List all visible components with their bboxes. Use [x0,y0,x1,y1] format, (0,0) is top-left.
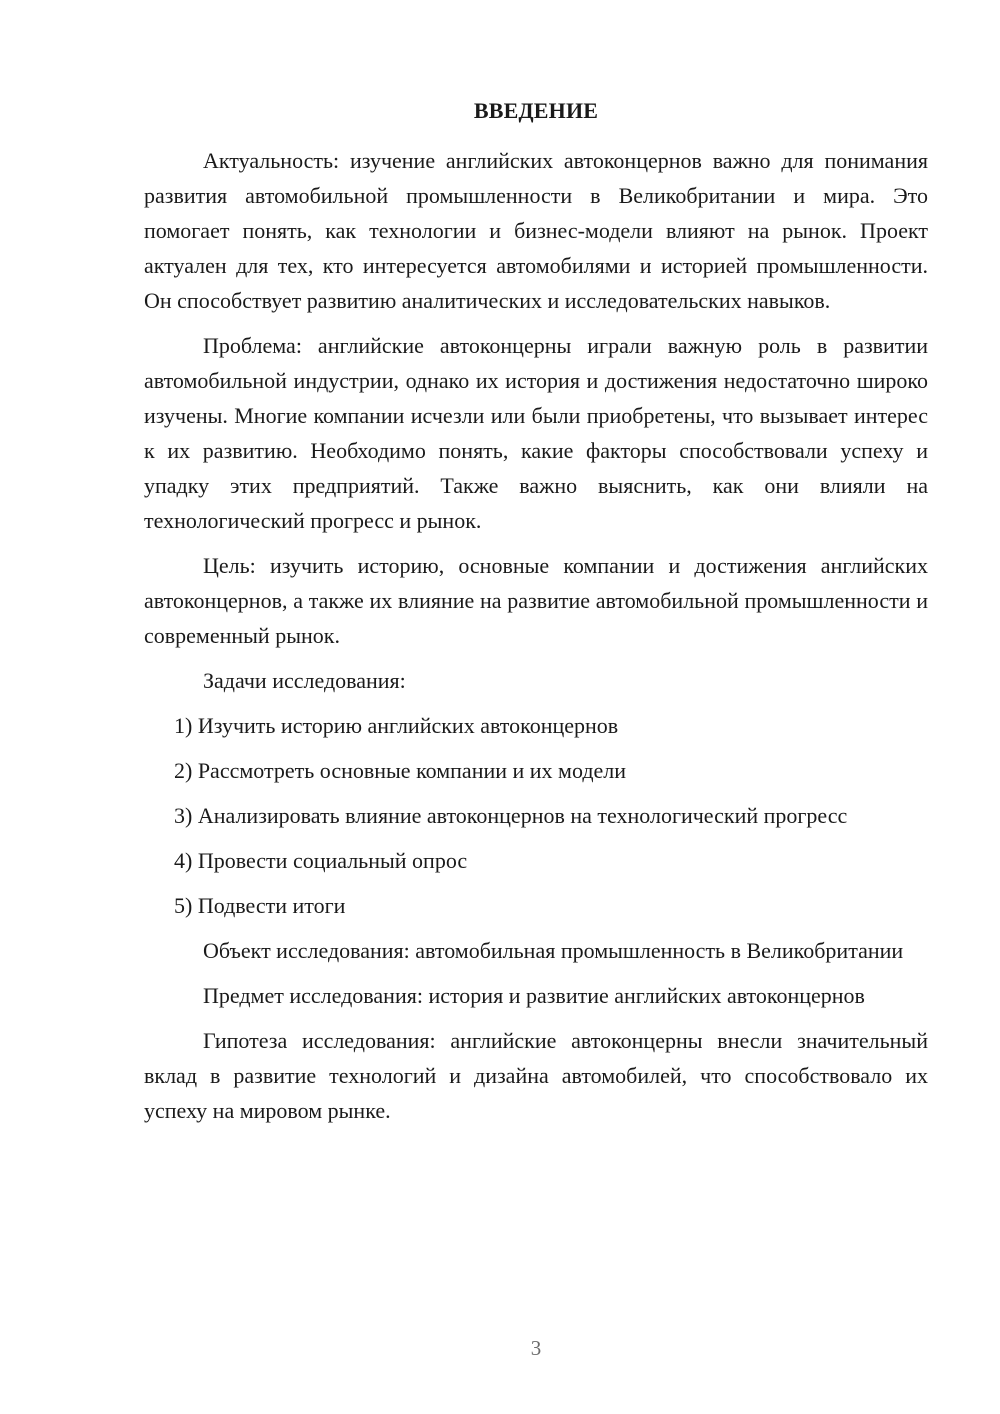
tasks-intro: Задачи исследования: [203,668,406,693]
hypothesis-paragraph: Гипотеза исследования: английские автоконцерны внесли значительный вклад в развитие технологий и дизайна автомобилей, что способствовало их успеху на мировом рынке. [144,1028,928,1123]
problem-paragraph: Проблема: английские автоконцерны играли важную роль в развитии автомобильной индустрии, однако их история и достижения недостаточно широко изучены. Многие компании исчезли или были приобретены, что вызывает интерес к их развитию. Необходимо понять, какие факторы способствовали успеху и упадку этих предприятий. Также важно выяснить, как они влияли на технологический прогресс и рынок. [144,333,928,533]
relevance-paragraph: Актуальность: изучение английских автоконцернов важно для понимания развития автомобильной промышленности в Великобритании и мира. Это помогает понять, как технологии и бизнес-модели влияют на рынок. Проект актуален для тех, кто интересуется автомобилями и историей промышленности. Он способствует развитию аналитических и исследовательских навыков. [144,148,928,313]
object-paragraph: Объект исследования: автомобильная промышленность в Великобритании [203,938,904,963]
tasks-list [144,708,928,923]
subject-paragraph: Предмет исследования: история и развитие английских автоконцернов [203,983,865,1008]
task-item: 5) Подвести итоги [174,893,346,918]
task-item: 4) Провести социальный опрос [174,848,468,873]
page-number: 3 [530,1336,542,1360]
task-item: 3) Анализировать влияние автоконцернов на технологический прогресс [174,803,848,828]
task-item: 1) Изучить историю английских автоконцернов [174,713,619,738]
document-body [144,143,928,1138]
task-item: 2) Рассмотреть основные компании и их модели [174,758,627,783]
goal-paragraph: Цель: изучить историю, основные компании и достижения английских автоконцернов, а также их влияние на развитие автомобильной промышленности и современный рынок. [144,553,928,648]
section-title: ВВЕДЕНИЕ [473,98,599,123]
